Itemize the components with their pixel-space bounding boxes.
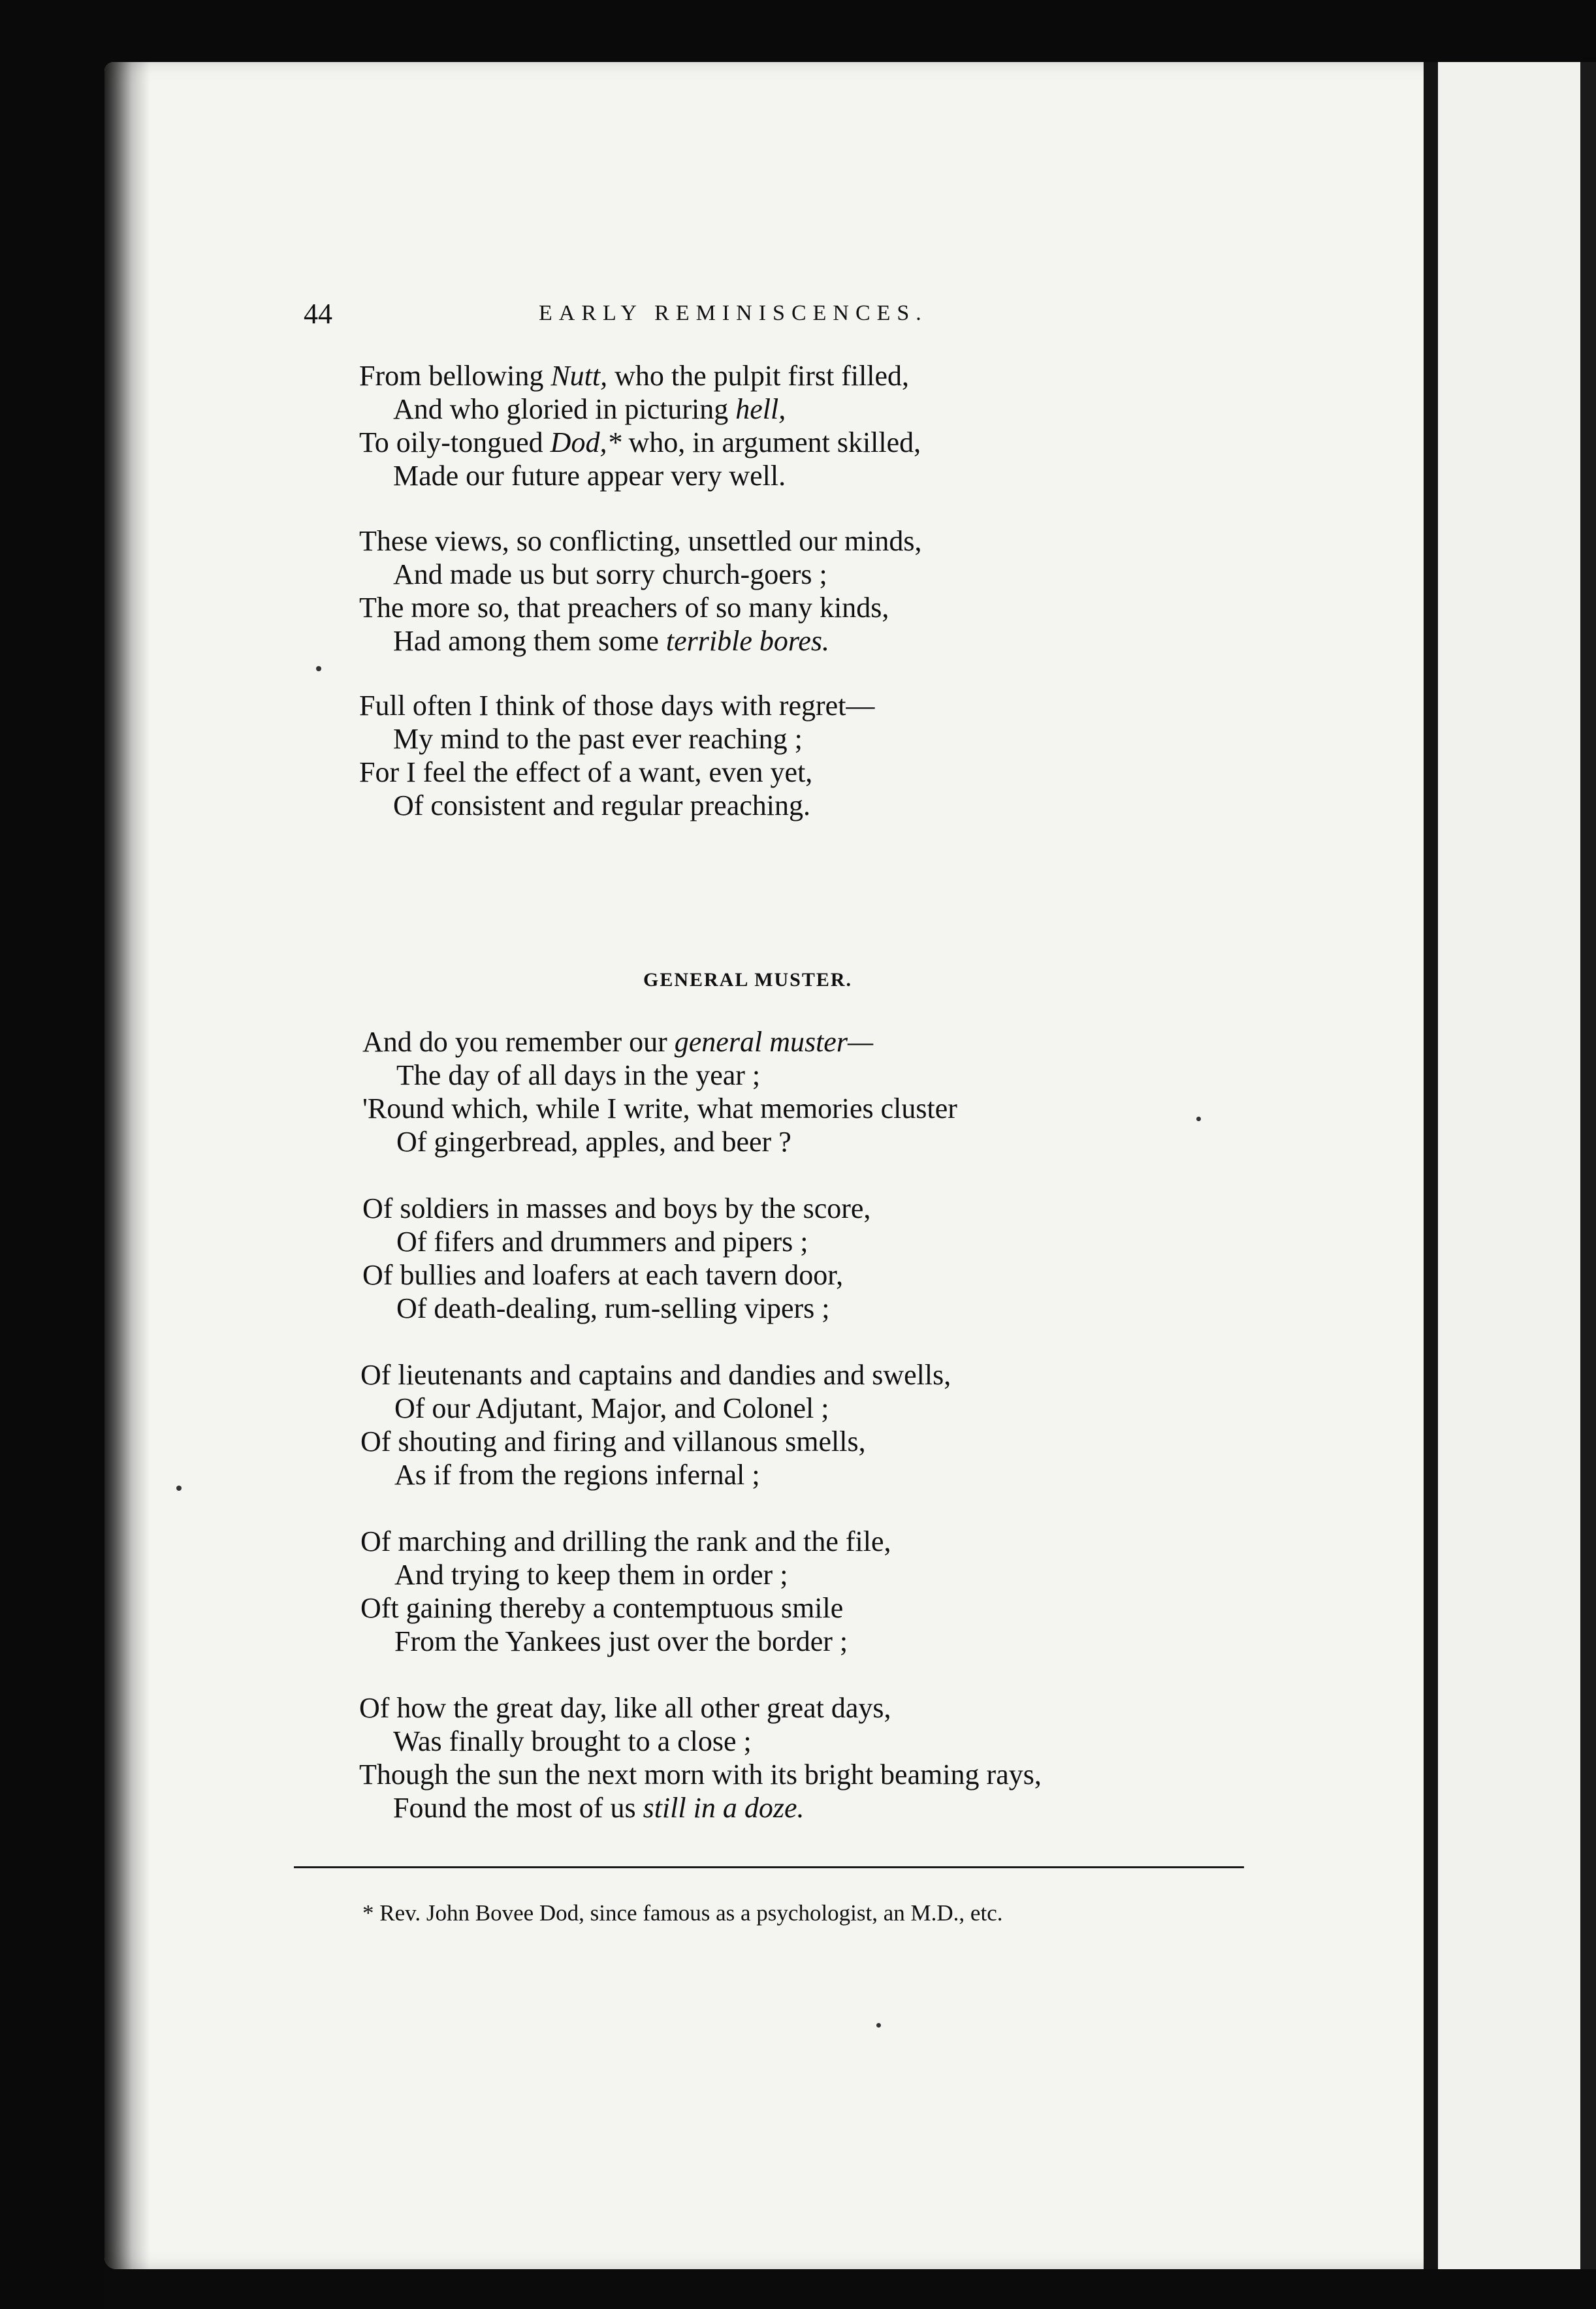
verse-line <box>359 426 1273 459</box>
running-title: EARLY REMINISCENCES. <box>539 301 928 325</box>
verse-text: Of fifers and drummers and pipers ; <box>396 1226 808 1258</box>
verse-line <box>360 1591 1275 1625</box>
verse-text: For I feel the effect of a want, even yet, <box>359 756 813 788</box>
verse-line <box>359 789 1273 822</box>
verse-text: Made our future appear very well. <box>393 460 786 492</box>
verse-line <box>359 359 1273 392</box>
running-head <box>304 297 1140 336</box>
verse-line <box>362 1192 1277 1225</box>
italic-text: Dod,* <box>550 426 622 458</box>
verse-line <box>362 1125 1277 1158</box>
verse-line <box>362 1025 1277 1059</box>
verse-text: Of soldiers in masses and boys by the score, <box>362 1192 871 1224</box>
verse-line <box>360 1558 1275 1591</box>
verse-line <box>359 689 1273 722</box>
scan-speck <box>876 2023 881 2028</box>
stanza <box>359 689 1273 822</box>
verse-text: Of our Adjutant, Major, and Colonel ; <box>394 1392 829 1424</box>
verse-text: who, in argument skilled, <box>621 426 921 458</box>
verse-line <box>359 1758 1273 1791</box>
stanza <box>359 1691 1273 1824</box>
verse-line <box>359 722 1273 756</box>
footnote-rule <box>294 1866 1244 1868</box>
verse-text: Full often I think of those days with regret— <box>359 690 875 722</box>
verse-line <box>359 558 1273 591</box>
facing-page-edge <box>1438 62 1596 2269</box>
italic-text: general muster— <box>674 1026 874 1058</box>
verse-line <box>359 392 1273 426</box>
verse-line <box>359 459 1273 492</box>
verse-text: Of lieutenants and captains and dandies and swells, <box>360 1359 951 1391</box>
page-binding-shadow <box>104 62 150 2269</box>
footnote: * Rev. John Bovee Dod, since famous as a psychologist, an M.D., etc. <box>362 1900 1003 1926</box>
verse-line <box>360 1625 1275 1658</box>
verse-text: Of death-dealing, rum-selling vipers ; <box>396 1292 830 1324</box>
verse-line <box>362 1292 1277 1325</box>
verse-line <box>360 1525 1275 1558</box>
italic-text: hell, <box>735 393 786 425</box>
verse-line <box>360 1425 1275 1458</box>
verse-text: Of how the great day, like all other great days, <box>359 1692 891 1724</box>
verse-line <box>362 1225 1277 1258</box>
verse-text: Of gingerbread, apples, and beer ? <box>396 1126 791 1158</box>
verse-text: Of marching and drilling the rank and the file, <box>360 1525 891 1557</box>
stanza <box>362 1025 1277 1158</box>
verse-text: From the Yankees just over the border ; <box>394 1625 848 1657</box>
verse-text: Was finally brought to a close ; <box>393 1725 752 1757</box>
verse-line <box>360 1458 1275 1491</box>
italic-text: still in a doze. <box>643 1792 805 1824</box>
scan-speck <box>1196 1117 1201 1121</box>
section-heading: GENERAL MUSTER. <box>643 969 853 991</box>
italic-text: terrible bores. <box>665 625 830 657</box>
verse-text: Though the sun the next morn with its bright beaming rays, <box>359 1759 1042 1791</box>
stanza <box>360 1358 1275 1491</box>
stanza <box>362 1192 1277 1325</box>
verse-text: The more so, that preachers of so many kinds, <box>359 592 889 624</box>
verse-text: And who gloried in picturing <box>393 393 736 425</box>
verse-text: Found the most of us <box>393 1792 643 1824</box>
scan-border-top <box>0 0 1596 62</box>
verse-line <box>359 1791 1273 1824</box>
verse-line <box>359 1725 1273 1758</box>
verse-line <box>359 756 1273 789</box>
facing-page-border <box>1580 62 1596 2269</box>
verse-text: My mind to the past ever reaching ; <box>393 723 803 755</box>
scan-speck <box>176 1486 182 1491</box>
verse-text: To oily-tongued <box>359 426 551 458</box>
page-number: 44 <box>304 298 332 330</box>
verse-text: Of bullies and loafers at each tavern door, <box>362 1259 844 1291</box>
italic-text: Nutt, <box>551 360 608 392</box>
scan-speck <box>316 666 321 671</box>
verse-text: Had among them some <box>393 625 666 657</box>
verse-line <box>359 1691 1273 1725</box>
verse-text: And do you remember our <box>362 1026 675 1058</box>
verse-text: who the pulpit first filled, <box>607 360 910 392</box>
book-gutter <box>1424 62 1438 2269</box>
stanza <box>359 359 1273 492</box>
verse-text: 'Round which, while I write, what memories cluster <box>362 1092 957 1124</box>
verse-text: Of consistent and regular preaching. <box>393 789 810 821</box>
verse-line <box>360 1392 1275 1425</box>
verse-text: These views, so conflicting, unsettled our minds, <box>359 525 922 557</box>
verse-line <box>362 1258 1277 1292</box>
scan-border-left <box>0 0 104 2309</box>
verse-text: The day of all days in the year ; <box>396 1059 761 1091</box>
verse-text: Of shouting and firing and villanous smells, <box>360 1425 866 1457</box>
verse-line <box>359 591 1273 624</box>
verse-text: From bellowing <box>359 360 551 392</box>
verse-line <box>359 524 1273 558</box>
verse-text: Oft gaining thereby a contemptuous smile <box>360 1592 844 1624</box>
verse-text: And made us but sorry church-goers ; <box>393 558 827 590</box>
stanza <box>359 524 1273 658</box>
stanza <box>360 1525 1275 1658</box>
verse-line <box>359 624 1273 658</box>
verse-line <box>362 1059 1277 1092</box>
verse-line <box>360 1358 1275 1392</box>
verse-text: As if from the regions infernal ; <box>394 1459 760 1491</box>
verse-line <box>362 1092 1277 1125</box>
verse-text: And trying to keep them in order ; <box>394 1559 788 1591</box>
